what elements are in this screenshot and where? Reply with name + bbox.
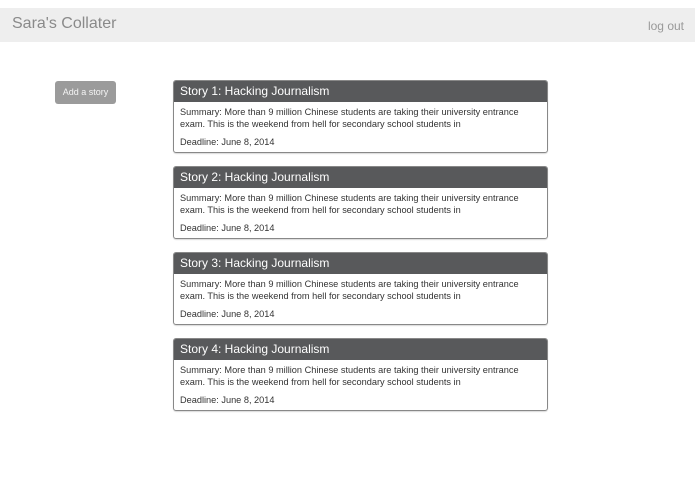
story-deadline: Deadline: June 8, 2014: [180, 137, 275, 147]
top-bar: [0, 8, 695, 42]
story-deadline: Deadline: June 8, 2014: [180, 395, 275, 405]
story-deadline: Deadline: June 8, 2014: [180, 223, 275, 233]
app-title: Sara's Collater: [12, 15, 117, 32]
story-card[interactable]: [173, 252, 548, 325]
story-deadline: Deadline: June 8, 2014: [180, 309, 275, 319]
story-summary: Summary: More than 9 million Chinese students are taking their university entrance exam. This is the weekend from hell for secondary school students in: [180, 107, 519, 129]
story-title[interactable]: Story 4: Hacking Journalism: [174, 339, 547, 360]
story-card[interactable]: [173, 80, 548, 153]
story-summary: Summary: More than 9 million Chinese students are taking their university entrance exam. This is the weekend from hell for secondary school students in: [180, 365, 519, 387]
story-card[interactable]: [173, 338, 548, 411]
story-card[interactable]: [173, 166, 548, 239]
story-title[interactable]: Story 2: Hacking Journalism: [174, 167, 547, 188]
logout-link[interactable]: log out: [647, 19, 684, 33]
add-story-button[interactable]: Add a story: [55, 81, 116, 104]
story-summary: Summary: More than 9 million Chinese students are taking their university entrance exam. This is the weekend from hell for secondary school students in: [180, 193, 519, 215]
story-list: [173, 80, 548, 424]
story-title[interactable]: Story 1: Hacking Journalism: [174, 81, 547, 102]
story-title[interactable]: Story 3: Hacking Journalism: [174, 253, 547, 274]
story-summary: Summary: More than 9 million Chinese students are taking their university entrance exam. This is the weekend from hell for secondary school students in: [180, 279, 519, 301]
